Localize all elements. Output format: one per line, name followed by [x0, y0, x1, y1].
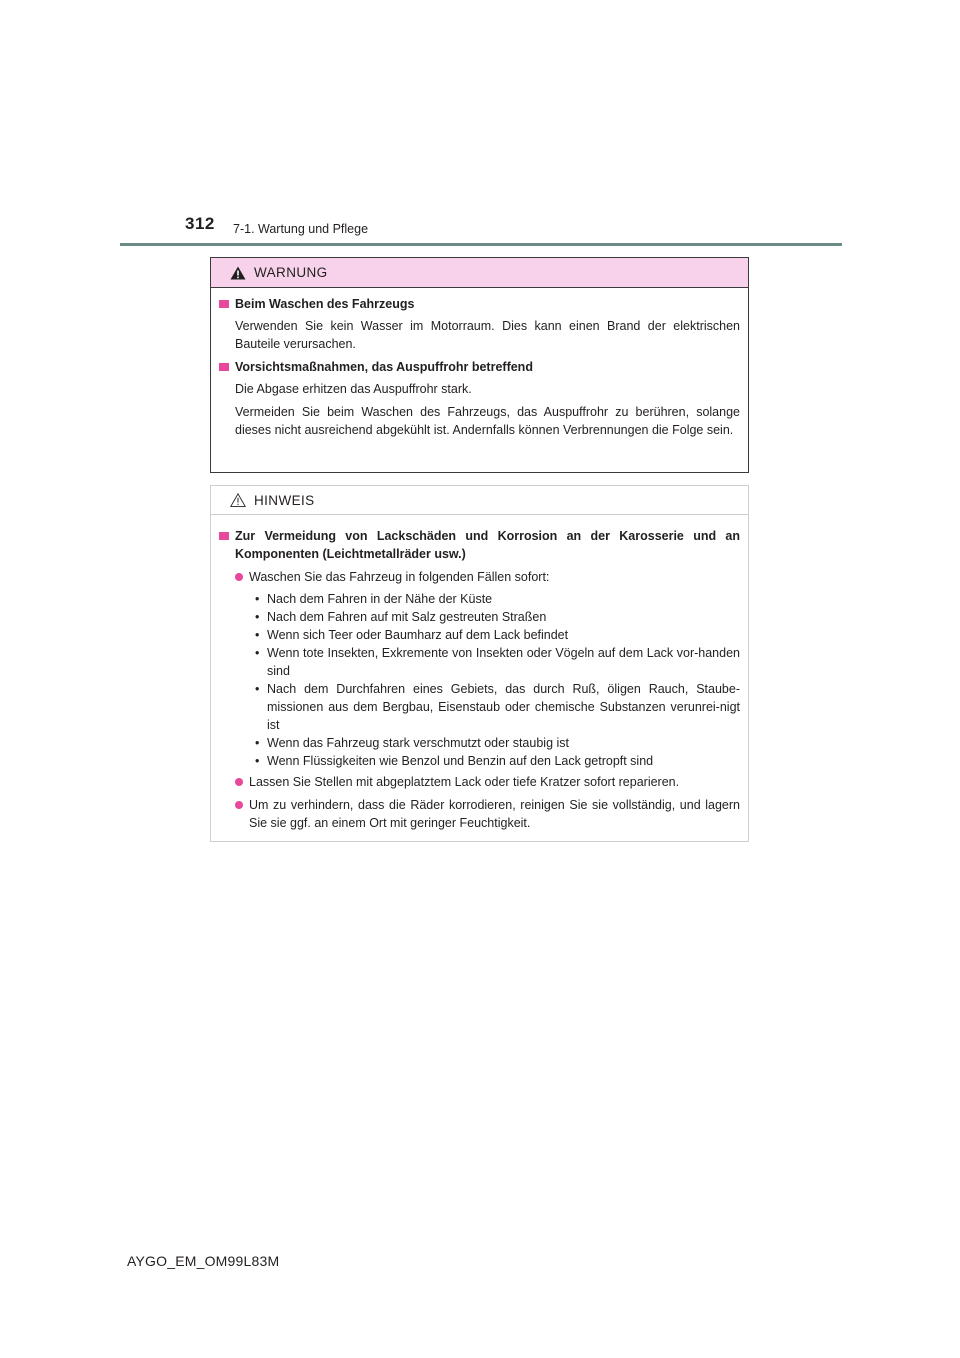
square-bullet-icon [219, 363, 229, 371]
warning-item-2-title: Vorsichtsmaßnahmen, das Auspuffrohr betreffend [235, 360, 533, 374]
warning-item-2 [219, 358, 740, 376]
page-number: 312 [185, 214, 215, 233]
square-bullet-icon [219, 532, 229, 540]
notice-body [211, 515, 748, 832]
notice-header [211, 486, 748, 515]
notice-point-1 [235, 568, 740, 586]
warning-item-2-text-1: Die Abgase erhitzen das Auspuffrohr stark. [235, 382, 472, 396]
warning-triangle-icon [230, 266, 246, 280]
notice-point-1-list [235, 590, 740, 770]
notice-item-title: Zur Vermeidung von Lackschäden und Korrosion an der Karosserie und an Komponenten (Leichtmetallräder usw.) [235, 529, 740, 561]
list-item: • Wenn tote Insekten, Exkremente von Insekten oder Vögeln auf dem Lack vor-handen sind [251, 644, 740, 680]
notice-triangle-icon [230, 493, 246, 507]
circle-bullet-icon [235, 573, 243, 581]
list-item: • Wenn Flüssigkeiten wie Benzol und Benzin auf den Lack getropft sind [251, 752, 740, 770]
warning-header [211, 258, 748, 288]
list-item: • Nach dem Fahren auf mit Salz gestreuten Straßen [251, 608, 740, 626]
section-title: 7-1. Wartung und Pflege [233, 222, 369, 236]
notice-point-3 [235, 796, 740, 832]
square-bullet-icon [219, 300, 229, 308]
notice-label: HINWEIS [254, 492, 315, 508]
warning-box [210, 257, 749, 473]
warning-body [211, 288, 748, 439]
header-rule [120, 243, 842, 246]
list-item: • Nach dem Fahren in der Nähe der Küste [251, 590, 740, 608]
list-item: • Wenn sich Teer oder Baumharz auf dem Lack befindet [251, 626, 740, 644]
notice-point-3-text: Um zu verhindern, dass die Räder korrodieren, reinigen Sie sie vollständig, und lagern Sie sie ggf. an einem Ort mit geringer Feuchtigkeit. [249, 798, 740, 830]
notice-point-2 [235, 773, 740, 791]
warning-label: WARNUNG [254, 265, 328, 280]
circle-bullet-icon [235, 801, 243, 809]
warning-item-1-text: Verwenden Sie kein Wasser im Motorraum. Dies kann einen Brand der elektrischen Bauteile verursachen. [235, 319, 740, 351]
notice-point-1-text: Waschen Sie das Fahrzeug in folgenden Fällen sofort: [249, 570, 550, 584]
circle-bullet-icon [235, 778, 243, 786]
document-code: AYGO_EM_OM99L83M [127, 1253, 280, 1269]
notice-item [219, 527, 740, 563]
notice-point-2-text: Lassen Sie Stellen mit abgeplatztem Lack oder tiefe Kratzer sofort reparieren. [249, 775, 680, 789]
warning-item-1-title: Beim Waschen des Fahrzeugs [235, 297, 415, 311]
list-item: • Nach dem Durchfahren eines Gebiets, das durch Ruß, öligen Rauch, Staube-missionen aus dem Bergbau, Eisenstaub oder chemische Substanzen verunrei-nigt ist [251, 680, 740, 734]
warning-item-2-text-2: Vermeiden Sie beim Waschen des Fahrzeugs, das Auspuffrohr zu berühren, solange dieses nicht ausreichend abgekühlt ist. Andernfalls können Verbrennungen die Folge sein. [235, 405, 740, 437]
notice-box [210, 485, 749, 842]
warning-item-1 [219, 295, 740, 313]
list-item: • Wenn das Fahrzeug stark verschmutzt oder staubig ist [251, 734, 740, 752]
